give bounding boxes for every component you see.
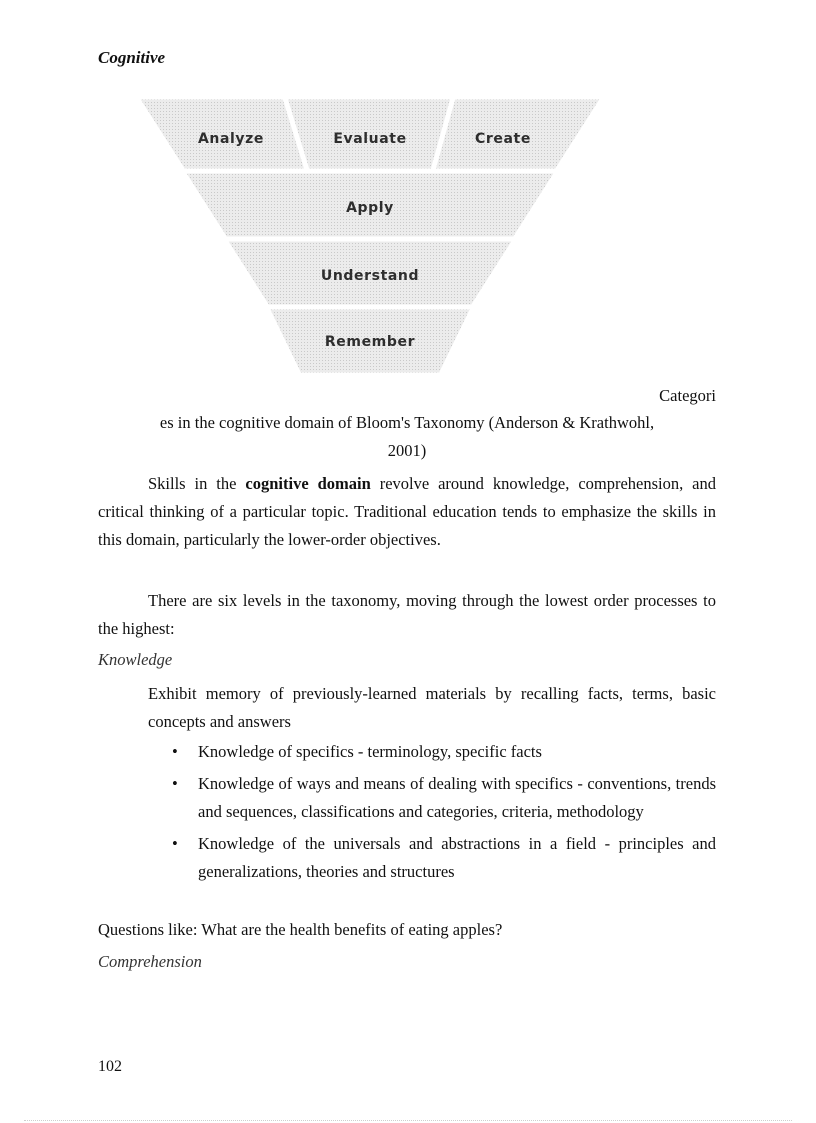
knowledge-list: [172, 738, 716, 890]
list-item-text: Knowledge of ways and means of dealing with specifics - conventions, trends and sequences, classifications and categories, criteria, methodology: [198, 774, 716, 821]
paragraph-six-levels: There are six levels in the taxonomy, moving through the lowest order processes to the highest:: [98, 591, 716, 638]
bold-term: cognitive domain: [245, 474, 371, 493]
bullet-icon: •: [172, 834, 178, 853]
knowledge-description: Exhibit memory of previously-learned materials by recalling facts, terms, basic concepts and answers: [148, 684, 716, 731]
bullet-icon: •: [172, 742, 178, 761]
page-number: 102: [98, 1058, 122, 1075]
blooms-taxonomy-diagram: [136, 96, 604, 376]
subheading-knowledge: Knowledge: [98, 650, 173, 669]
diagram-label-understand: Understand: [320, 268, 420, 284]
example-question: Questions like: What are the health benefits of eating apples?: [98, 920, 503, 939]
subheading-comprehension: Comprehension: [98, 952, 202, 971]
section-heading: Cognitive: [98, 48, 166, 67]
paragraph-text: revolve around knowledge, comprehension, and critical thinking of a particular topic. Traditional education tends to emphasize the skills in this domain, particularly the lower-order objectives.: [98, 474, 717, 549]
diagram-label-analyze: Analyze: [197, 131, 265, 147]
bullet-icon: •: [172, 774, 178, 793]
list-item-text: Knowledge of specifics - terminology, specific facts: [198, 742, 542, 761]
diagram-label-evaluate: Evaluate: [333, 131, 407, 147]
list-item-text: Knowledge of the universals and abstractions in a field - principles and generalizations, theories and structures: [198, 834, 716, 881]
diagram-label-remember: Remember: [324, 334, 416, 350]
figure-caption-line-3: 2001): [387, 441, 427, 460]
figure-caption-line-2: es in the cognitive domain of Bloom's Taxonomy (Anderson & Krathwohl,: [159, 413, 655, 432]
figure-caption-line-1: Categori: [659, 386, 716, 405]
diagram-label-apply: Apply: [346, 200, 394, 216]
paragraph-text: Skills in the: [148, 474, 246, 493]
list-item: [172, 830, 716, 886]
list-item: [172, 738, 716, 766]
paragraph-cognitive-domain: [98, 470, 716, 554]
page-bottom-divider: [24, 1120, 792, 1121]
list-item: [172, 770, 716, 826]
diagram-label-create: Create: [475, 131, 531, 147]
